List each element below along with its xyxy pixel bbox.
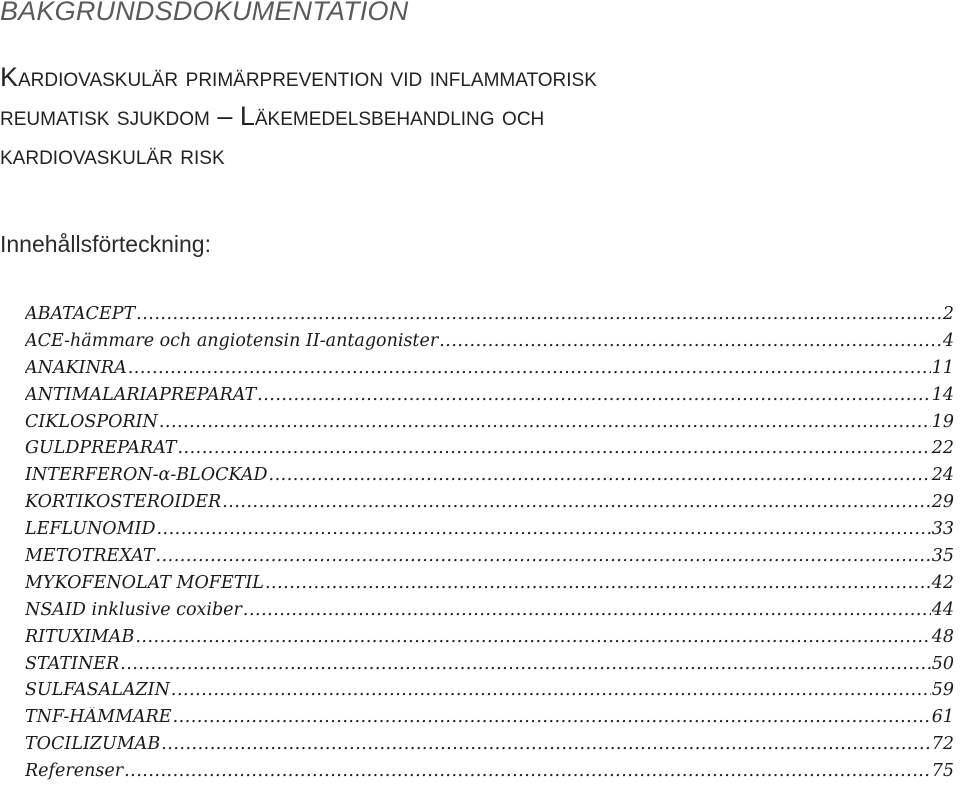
toc-heading: Innehållsförteckning: [0, 231, 211, 257]
toc-page-number: 61 [931, 707, 954, 728]
toc-entry-antimalariapreparat[interactable] [25, 385, 954, 412]
toc-page-number: 11 [931, 357, 954, 378]
toc-dot-leader [156, 519, 930, 539]
toc-entry-metotrexat[interactable] [25, 546, 954, 573]
toc-dot-leader [257, 385, 931, 405]
toc-entry-anakinra[interactable] [25, 358, 954, 385]
toc-entry-title: ACE-hämmare och angiotensin II-antagonister [25, 330, 439, 351]
toc-entry-tnf-hammare[interactable] [25, 707, 954, 734]
title-line-2: reumatisk sjukdom – Läkemedelsbehandling och [0, 101, 545, 131]
toc-dot-leader [136, 304, 942, 324]
toc-page-number: 22 [931, 438, 954, 459]
toc-entry-rituximab[interactable] [25, 627, 954, 654]
toc-entry-guldpreparat[interactable] [25, 438, 954, 465]
toc-entry-title: LEFLUNOMID [25, 519, 156, 540]
toc-entry-title: GULDPREPARAT [25, 438, 177, 459]
toc-entry-title: METOTREXAT [25, 546, 155, 567]
toc-page-number: 42 [931, 572, 954, 593]
toc-entry-title: CIKLOSPORIN [25, 411, 158, 432]
toc-page-number: 72 [931, 734, 954, 755]
document-label: BAKGRUNDSDOKUMENTATION [0, 0, 409, 26]
toc-page-number: 24 [931, 465, 954, 486]
toc-dot-leader [120, 654, 930, 674]
toc-page-number: 75 [931, 761, 954, 782]
toc-entry-title: INTERFERON-α-BLOCKAD [25, 465, 268, 486]
toc-page-number: 59 [931, 680, 954, 701]
toc-dot-leader [171, 680, 931, 700]
toc-dot-leader [265, 573, 931, 593]
toc-dot-leader [124, 761, 931, 781]
toc-dot-leader [173, 707, 931, 727]
toc-dot-leader [177, 438, 930, 458]
toc-dot-leader [222, 492, 931, 512]
toc-dot-leader [439, 331, 942, 351]
toc-page-number: 19 [931, 411, 954, 432]
toc-page-number: 48 [931, 626, 954, 647]
toc-entry-interferon-blockad[interactable] [25, 465, 954, 492]
title-line-1: Kardiovaskulär primärprevention vid inflammatorisk [0, 62, 597, 92]
toc-entry-title: STATINER [25, 653, 120, 674]
toc-entry-title: RITUXIMAB [25, 626, 135, 647]
toc-page-number: 29 [931, 492, 954, 513]
toc-entry-title: KORTIKOSTEROIDER [25, 492, 222, 513]
toc-entry-nsaid[interactable] [25, 600, 954, 627]
toc-dot-leader [161, 734, 931, 754]
toc-page-number: 2 [942, 304, 954, 324]
table-of-contents [25, 304, 954, 788]
toc-entry-title: ANAKINRA [25, 357, 127, 378]
toc-dot-leader [243, 600, 931, 620]
toc-entry-mykofenolat-mofetil[interactable] [25, 573, 954, 600]
toc-entry-ciklosporin[interactable] [25, 412, 954, 439]
toc-entry-title: ABATACEPT [25, 304, 136, 324]
toc-page-number: 33 [931, 519, 954, 540]
toc-entry-title: SULFASALAZIN [25, 680, 170, 701]
toc-entry-abatacept[interactable] [25, 304, 954, 331]
toc-entry-sulfasalazin[interactable] [25, 680, 954, 707]
toc-entry-title: NSAID inklusive coxiber [25, 599, 242, 620]
toc-entry-kortikosteroider[interactable] [25, 492, 954, 519]
toc-dot-leader [156, 546, 931, 566]
toc-entry-title: TNF-HÄMMARE [25, 707, 172, 728]
toc-page-number: 14 [931, 384, 954, 405]
toc-page-number: 50 [931, 653, 954, 674]
toc-entry-title: ANTIMALARIAPREPARAT [25, 384, 257, 405]
toc-dot-leader [269, 465, 931, 485]
toc-page-number: 4 [942, 330, 954, 351]
toc-dot-leader [128, 358, 931, 378]
toc-entry-title: MYKOFENOLAT MOFETIL [25, 572, 264, 593]
toc-entry-ace-hammare[interactable] [25, 331, 954, 358]
toc-entry-title: TOCILIZUMAB [25, 734, 161, 755]
toc-dot-leader [135, 627, 930, 647]
toc-entry-statiner[interactable] [25, 654, 954, 681]
toc-entry-leflunomid[interactable] [25, 519, 954, 546]
toc-entry-title: Referenser [25, 761, 124, 782]
document-title [0, 58, 940, 175]
toc-page-number: 35 [931, 546, 954, 567]
toc-page-number: 44 [931, 599, 954, 620]
title-line-3: kardiovaskulär risk [0, 140, 225, 170]
toc-entry-tocilizumab[interactable] [25, 734, 954, 761]
toc-entry-referenser[interactable] [25, 761, 954, 788]
toc-dot-leader [159, 412, 931, 432]
